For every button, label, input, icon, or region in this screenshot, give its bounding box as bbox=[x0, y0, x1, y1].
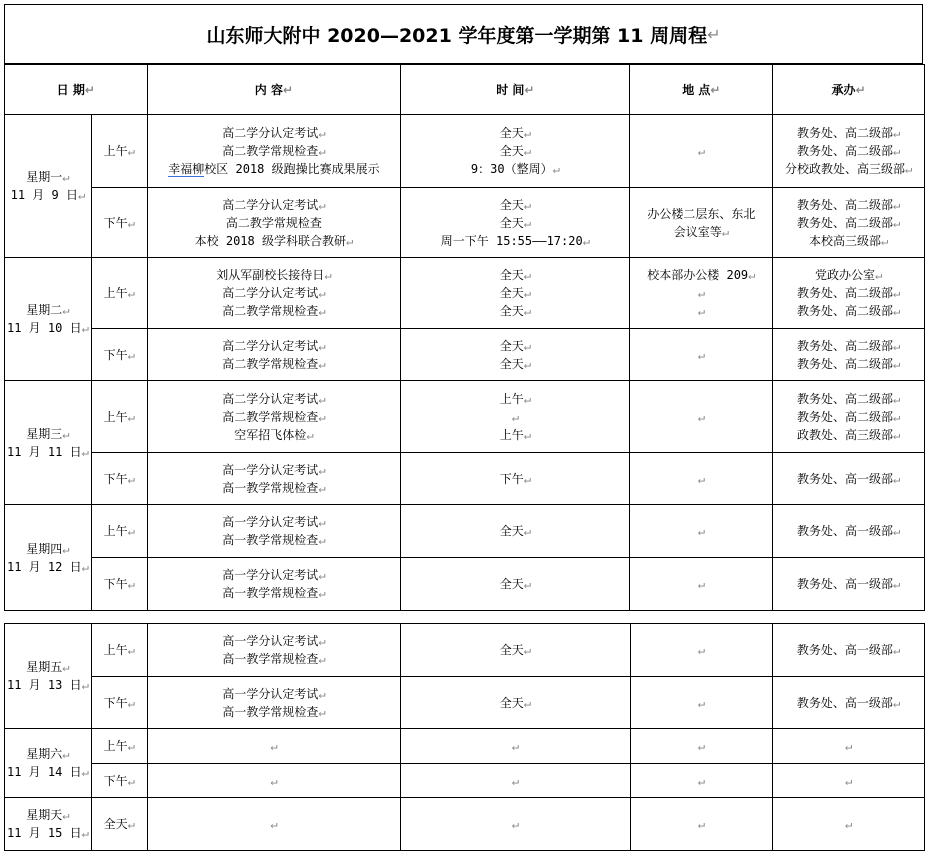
org-cell: 教务处、高二级部↵ 教务处、高二级部↵ 本校高三级部↵ bbox=[773, 188, 925, 258]
day-cell: 星期三↵ 11 月 11 日↵ bbox=[5, 381, 92, 505]
place-cell: ↵ bbox=[630, 505, 773, 558]
period-cell: 上午↵ bbox=[91, 624, 147, 677]
time-cell: 全天↵ 全天↵ 周一下午 15:55——17:20↵ bbox=[401, 188, 630, 258]
return-mark-icon: ↵ bbox=[707, 24, 721, 44]
place-cell: 校本部办公楼 209↵ ↵ ↵ bbox=[630, 258, 773, 329]
title-box bbox=[4, 4, 923, 64]
page-title: 山东师大附中 2020—2021 学年度第一学期第 11 周周程 bbox=[206, 24, 708, 47]
table-row bbox=[5, 677, 925, 729]
time-cell: 全天↵ bbox=[401, 677, 630, 729]
day-cell: 星期一↵ 11 月 9 日↵ bbox=[5, 115, 92, 258]
time-cell: 全天↵ bbox=[401, 505, 630, 558]
table-row bbox=[5, 624, 925, 677]
place-cell: ↵ bbox=[630, 115, 773, 188]
content-cell: 高一学分认定考试↵ 高一教学常规检查↵ bbox=[147, 677, 401, 729]
org-cell: 教务处、高一级部↵ bbox=[773, 558, 925, 611]
day-cell: 星期天↵ 11 月 15 日↵ bbox=[5, 798, 92, 851]
content-cell: ↵ bbox=[147, 729, 401, 764]
table-row bbox=[5, 505, 925, 558]
day-cell: 星期四↵ 11 月 12 日↵ bbox=[5, 505, 92, 611]
table-row bbox=[5, 381, 925, 453]
org-cell: 教务处、高一级部↵ bbox=[773, 624, 925, 677]
header-row bbox=[5, 65, 925, 115]
content-cell: ↵ bbox=[147, 764, 401, 798]
table-row bbox=[5, 188, 925, 258]
period-cell: 下午↵ bbox=[91, 677, 147, 729]
period-cell: 下午↵ bbox=[91, 329, 147, 381]
org-cell: 教务处、高一级部↵ bbox=[773, 453, 925, 505]
org-cell: 教务处、高二级部↵ 教务处、高二级部↵ bbox=[773, 329, 925, 381]
content-cell: ↵ bbox=[147, 798, 401, 851]
period-cell: 上午↵ bbox=[91, 258, 147, 329]
place-cell: ↵ bbox=[630, 453, 773, 505]
period-cell: 全天↵ bbox=[91, 798, 147, 851]
day-cell: 星期二↵ 11 月 10 日↵ bbox=[5, 258, 92, 381]
table-row bbox=[5, 329, 925, 381]
time-cell: ↵ bbox=[401, 798, 630, 851]
content-cell: 高一学分认定考试↵ 高一教学常规检查↵ bbox=[147, 624, 401, 677]
period-cell: 上午↵ bbox=[91, 115, 147, 188]
org-cell: 教务处、高二级部↵ 教务处、高二级部↵ 政教处、高三级部↵ bbox=[773, 381, 925, 453]
place-cell: ↵ bbox=[630, 381, 773, 453]
place-cell: ↵ bbox=[630, 729, 773, 764]
place-cell: 办公楼二层东、东北 会议室等↵ bbox=[630, 188, 773, 258]
content-cell: 高二学分认定考试↵ 高二教学常规检查 本校 2018 级学科联合教研↵ bbox=[147, 188, 401, 258]
period-cell: 下午↵ bbox=[91, 764, 147, 798]
period-cell: 上午↵ bbox=[91, 729, 147, 764]
content-cell: 高二学分认定考试↵ 高二教学常规检查↵ 幸福柳校区 2018 级跑操比赛成果展示 bbox=[147, 115, 401, 188]
header-org: 承办↵ bbox=[773, 65, 925, 115]
place-cell: ↵ bbox=[630, 558, 773, 611]
time-cell: 全天↵ 全天↵ 全天↵ bbox=[401, 258, 630, 329]
time-cell: 全天↵ 全天↵ 9：30（整周）↵ bbox=[401, 115, 630, 188]
period-cell: 上午↵ bbox=[91, 505, 147, 558]
content-cell: 高二学分认定考试↵ 高二教学常规检查↵ bbox=[147, 329, 401, 381]
header-date: 日 期↵ bbox=[5, 65, 148, 115]
org-cell: ↵ bbox=[773, 798, 925, 851]
header-place: 地 点↵ bbox=[630, 65, 773, 115]
place-cell: ↵ bbox=[630, 798, 773, 851]
place-cell: ↵ bbox=[630, 624, 773, 677]
schedule-table-lower bbox=[4, 623, 925, 851]
org-cell: ↵ bbox=[773, 729, 925, 764]
table-row bbox=[5, 764, 925, 798]
time-cell: 下午↵ bbox=[401, 453, 630, 505]
day-cell: 星期五↵ 11 月 13 日↵ bbox=[5, 624, 92, 729]
table-row bbox=[5, 453, 925, 505]
table-row bbox=[5, 729, 925, 764]
schedule-table-upper bbox=[4, 64, 925, 611]
header-time: 时 间↵ bbox=[401, 65, 630, 115]
table-row bbox=[5, 798, 925, 851]
org-cell: ↵ bbox=[773, 764, 925, 798]
time-cell: ↵ bbox=[401, 764, 630, 798]
content-cell: 刘从军副校长接待日↵ 高二学分认定考试↵ 高二教学常规检查↵ bbox=[147, 258, 401, 329]
table-row bbox=[5, 258, 925, 329]
org-cell: 党政办公室↵ 教务处、高二级部↵ 教务处、高二级部↵ bbox=[773, 258, 925, 329]
period-cell: 下午↵ bbox=[91, 558, 147, 611]
table-row bbox=[5, 558, 925, 611]
period-cell: 上午↵ bbox=[91, 381, 147, 453]
table-row bbox=[5, 115, 925, 188]
content-cell: 高一学分认定考试↵ 高一教学常规检查↵ bbox=[147, 453, 401, 505]
period-cell: 下午↵ bbox=[91, 453, 147, 505]
time-cell: 上午↵ ↵ 上午↵ bbox=[401, 381, 630, 453]
place-cell: ↵ bbox=[630, 329, 773, 381]
time-cell: 全天↵ bbox=[401, 624, 630, 677]
place-cell: ↵ bbox=[630, 764, 773, 798]
time-cell: ↵ bbox=[401, 729, 630, 764]
content-cell: 高一学分认定考试↵ 高一教学常规检查↵ bbox=[147, 505, 401, 558]
org-cell: 教务处、高二级部↵ 教务处、高二级部↵ 分校政教处、高三级部↵ bbox=[773, 115, 925, 188]
org-cell: 教务处、高一级部↵ bbox=[773, 677, 925, 729]
period-cell: 下午↵ bbox=[91, 188, 147, 258]
content-cell: 高一学分认定考试↵ 高一教学常规检查↵ bbox=[147, 558, 401, 611]
content-cell: 高二学分认定考试↵ 高二教学常规检查↵ 空军招飞体检↵ bbox=[147, 381, 401, 453]
place-cell: ↵ bbox=[630, 677, 773, 729]
time-cell: 全天↵ 全天↵ bbox=[401, 329, 630, 381]
org-cell: 教务处、高一级部↵ bbox=[773, 505, 925, 558]
header-content: 内 容↵ bbox=[147, 65, 401, 115]
day-cell: 星期六↵ 11 月 14 日↵ bbox=[5, 729, 92, 798]
time-cell: 全天↵ bbox=[401, 558, 630, 611]
